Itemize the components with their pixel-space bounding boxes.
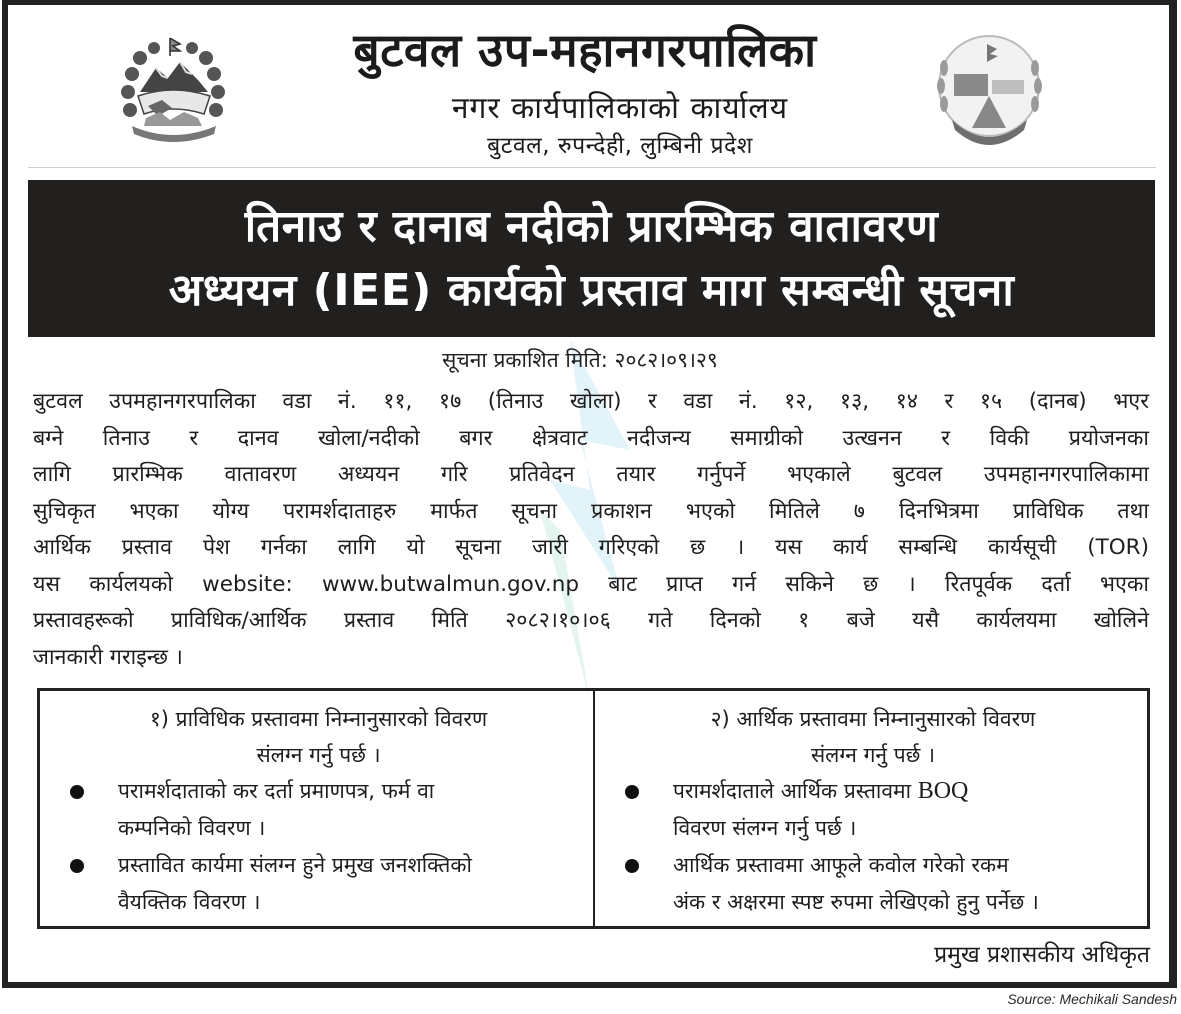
- signatory-title: प्रमुख प्रशासकीय अधिकृत: [934, 942, 1150, 968]
- financial-requirement-item: परामर्शदाताले आर्थिक प्रस्तावमा BOQ विवरण संलग्न गर्नु पर्छ ।: [613, 773, 1133, 847]
- notice-title-line-2: अध्ययन (IEE) कार्यको प्रस्ताव माग सम्बन्धी सूचना: [168, 264, 1015, 316]
- notice-title-line-1: तिनाउ र दानाब नदीको प्रारम्भिक वातावरण: [244, 200, 939, 252]
- body-line: आर्थिक प्रस्ताव पेश गर्नका लागि यो सूचना जारी गरिएको छ । यस कार्य सम्बन्धि कार्यसूची (TOR): [33, 535, 1149, 560]
- bullet-icon: [625, 859, 639, 873]
- published-date-label: सूचना प्रकाशित मिति:: [442, 348, 608, 372]
- technical-heading-line-2: संलग्न गर्नु पर्छ ।: [256, 743, 381, 767]
- technical-requirement-item: प्रस्तावित कार्यमा संलग्न हुने प्रमुख जनशक्तिको वैयक्तिक विवरण ।: [58, 847, 579, 921]
- body-line: सुचिकृत भएका योग्य परामर्शदाताहरु मार्फत सूचना प्रकाशन भएको मितिले ७ दिनभित्रमा प्राविधिक तथा: [33, 498, 1149, 524]
- boq-label: BOQ: [917, 778, 969, 804]
- published-date: [300, 346, 860, 374]
- butwal-municipality-logo-icon: [932, 28, 1047, 151]
- requirements-box: [37, 688, 1150, 929]
- header-divider: [28, 167, 1156, 168]
- financial-requirement-item: आर्थिक प्रस्तावमा आफूले कवोल गरेको रकम अंक र अक्षरमा स्पष्ट रुपमा लेखिएको हुनु पर्नेछ ।: [613, 847, 1133, 921]
- financial-proposal-requirements: [595, 691, 1147, 926]
- financial-heading-line-2: संलग्न गर्नु पर्छ ।: [810, 743, 936, 767]
- source-credit: Source: Mechikali Sandesh: [1007, 991, 1177, 1007]
- body-line-website: यस कार्यलयको website: www.butwalmun.gov.np बाट प्राप्त गर्न सकिने छ । रितपूर्वक दर्ता भएका: [33, 571, 1149, 597]
- body-line: लागि प्रारम्भिक वातावरण अध्ययन गरि प्रतिवेदन तयार गर्नुपर्ने भएकाले बुटवल उपमहानगरपालिकामा: [33, 462, 1149, 487]
- body-line: जानकारी गराइन्छ ।: [33, 644, 183, 670]
- notice-body: [33, 384, 1149, 676]
- bullet-icon: [70, 859, 84, 873]
- bullet-icon: [70, 785, 84, 799]
- published-date-value: २०८२।०९।२९: [614, 348, 718, 372]
- municipality-name: बुटवल उप-महानगरपालिका: [353, 23, 817, 77]
- technical-heading-line-1: १) प्राविधिक प्रस्तावमा निम्नानुसारको विवरण: [149, 707, 488, 731]
- body-line: बुटवल उपमहानगरपालिका वडा नं. ११, १७ (तिनाउ खोला) र वडा नं. १२, १३, १४ र १५ (दानब) भएर: [33, 389, 1149, 414]
- financial-heading-line-1: २) आर्थिक प्रस्तावमा निम्नानुसारको विवरण: [710, 707, 1036, 731]
- body-line: प्रस्तावहरूको प्राविधिक/आर्थिक प्रस्ताव मिति २०८२।१०।०६ गते दिनको १ बजे यसै कार्यलयमा खोलिने: [33, 608, 1149, 633]
- nepal-government-emblem-icon: [118, 34, 228, 146]
- technical-requirement-item: परामर्शदाताको कर दर्ता प्रमाणपत्र, फर्म वा कम्पनिको विवरण ।: [58, 773, 579, 847]
- bullet-icon: [625, 785, 639, 799]
- technical-proposal-requirements: [40, 691, 595, 926]
- body-line: बग्ने तिनाउ र दानव खोला/नदीको बगर क्षेत्रवाट नदीजन्य समाग्रीको उत्खनन र विकी प्रयोजनका: [33, 425, 1149, 451]
- office-name: नगर कार्यपालिकाको कार्यालय: [451, 91, 789, 126]
- office-address: बुटवल, रुपन्देही, लुम्बिनी प्रदेश: [487, 133, 753, 159]
- notice-title-band: [28, 180, 1155, 337]
